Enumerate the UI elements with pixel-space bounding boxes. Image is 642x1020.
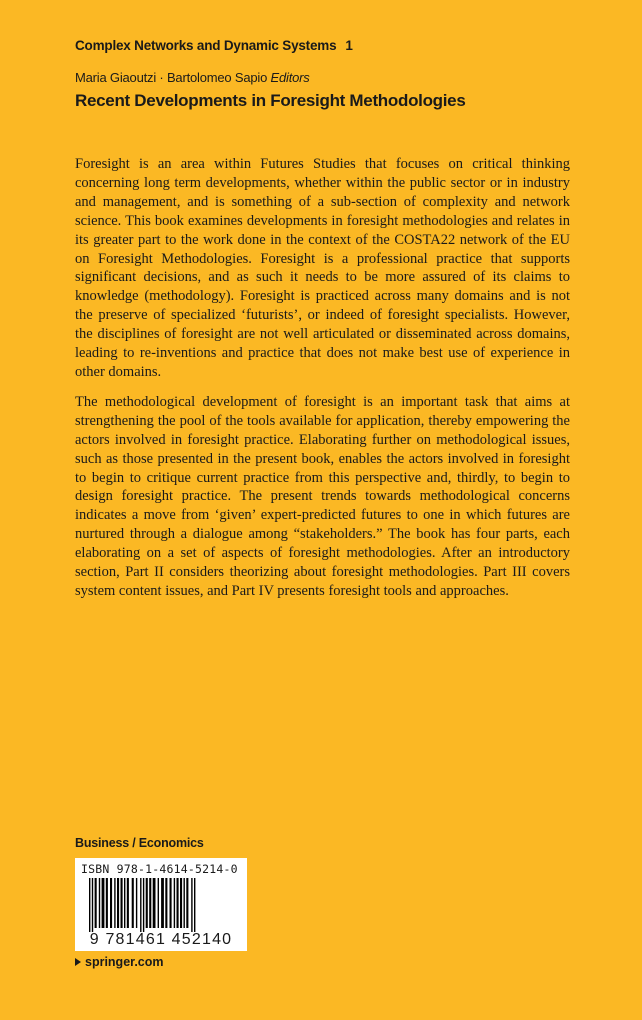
editors-role: Editors <box>270 70 310 85</box>
back-cover-blurb <box>75 155 570 612</box>
series-line <box>75 38 353 53</box>
series-volume: 1 <box>345 38 353 53</box>
isbn-label: ISBN 978-1-4614-5214-0 <box>81 862 238 876</box>
isbn-barcode <box>75 858 247 951</box>
barcode-digits: 9 781461 452140 <box>89 931 233 948</box>
blurb-paragraph-2: The methodological development of foresight is an important task that aims at strengthening the pool of the tools available for application, thereby empowering the actors involved in foresight practice. Elaborating further on methodological issues, such as those presented in the present book, enables the actors involved in foresight to begin to critique current practice from this perspective and, thirdly, to begin to design foresight practice. The present trends towards methodological concerns indicates a move from ‘given’ expert-predicted futures to one in which futures are nurtured through a dialogue among “stakeholders.” The book has four parts, each elaborating on a set of aspects of foresight methodologies. After an introductory section, Part II considers theorizing about foresight methodologies. Part III covers system content issues, and Part IV presents foresight tools and approaches. <box>75 393 570 599</box>
blurb-paragraph-1: Foresight is an area within Futures Studies that focuses on critical thinking concerning long term developments, whether within the public sector or in industry and management, and is something of a sub-section of complexity and network science. This book examines developments in foresight methodologies and relates in its greater part to the work done in the context of the COSTA22 network of the EU on Foresight Methodologies. Foresight is a professional practice that supports significant decisions, and as such it needs to be more assured of its claims to knowledge (methodology). Foresight is practiced across many domains and is not the preserve of specialized ‘futurists’, or indeed of foresight specialists. However, the disciplines of foresight are not well articulated or disseminated across domains, leading to re-inventions and practice that does not make best use of experience in other domains. <box>75 156 570 380</box>
editors-line <box>75 70 310 85</box>
series-name: Complex Networks and Dynamic Systems <box>75 38 337 53</box>
publisher-url: springer.com <box>85 955 164 969</box>
editor-names: Maria Giaoutzi · Bartolomeo Sapio <box>75 70 268 85</box>
publisher-link[interactable] <box>75 955 164 969</box>
book-title: Recent Developments in Foresight Methodologies <box>75 91 466 110</box>
barcode-bars-icon <box>75 878 247 934</box>
subject-category: Business / Economics <box>75 836 204 850</box>
arrow-right-icon <box>75 958 81 966</box>
